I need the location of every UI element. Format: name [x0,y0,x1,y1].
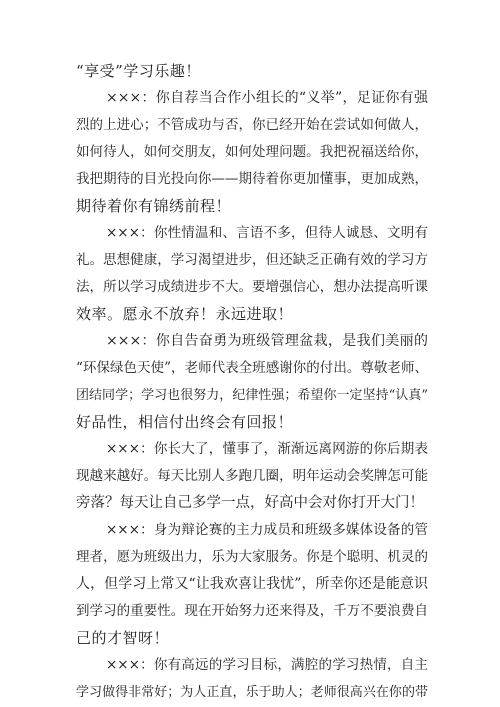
paragraph-start-line: ×××：你长大了，懂事了，渐渐远离网游的你后期表 [106,441,428,457]
text-line: 如何待人，如何交朋友，如何处理问题。我把祝福送给你， [76,144,428,160]
paragraph-start-line: ×××：你有高远的学习目标，满腔的学习热情，自主 [106,657,428,673]
text-line: 旁落？每天让自己多学一点，好高中会对你打开大门！ [76,495,424,511]
text-line: 己的才智呀！ [76,629,170,647]
text-line: 法，所以学习成绩进步不大。要增强信心，想办法提高听课 [76,279,428,295]
text-line: 人，但学习上常又“让我欢喜让我忧”，所幸你还是能意识 [76,576,428,592]
paragraph-start-line: ×××：你性情温和、言语不多，但待人诚恳、文明有 [106,225,428,241]
paragraph-start-line: ×××：你自荐当合作小组长的“义举”，足证你有强 [106,90,428,106]
text-line: 烈的上进心；不管成功与否，你已经开始在尝试如何做人， [76,117,428,133]
text-line: 效率。愿永不放弃！永远进取！ [76,305,294,323]
text-line: 好品性，相信付出终会有回报！ [76,413,294,431]
text-line: 理者，愿为班级出力，乐为大家服务。你是个聪明、机灵的 [76,549,428,565]
text-line: 团结同学；学习也很努力，纪律性强；希望你一定坚持“认真” [76,388,428,403]
text-line: “享受”学习乐趣！ [76,62,201,80]
text-line: 学习做得非常好；为人正直，乐于助人；老师很高兴在你的带 [76,685,428,700]
text-line: 我把期待的目光投向你——期待着你更加懂事，更加成熟， [76,171,428,187]
text-line: 到学习的重要性。现在开始努力还来得及，千万不要浪费自 [76,603,428,619]
text-line: “环保绿色天使”，老师代表全班感谢你的付出。尊敬老师、 [76,360,428,376]
paragraph-start-line: ×××：身为辩论赛的主力成员和班级多媒体设备的管 [106,522,428,538]
paragraph-start-line: ×××：你自告奋勇为班级管理盆栽，是我们美丽的 [106,333,428,349]
text-line: 礼。思想健康，学习渴望进步，但还缺乏正确有效的学习方 [76,252,428,268]
document-body [76,58,428,706]
text-line: 期待着你有锦绣前程！ [76,197,232,215]
text-line: 现越来越好。每天比别人多跑几圈，明年运动会奖牌怎可能 [76,468,428,484]
